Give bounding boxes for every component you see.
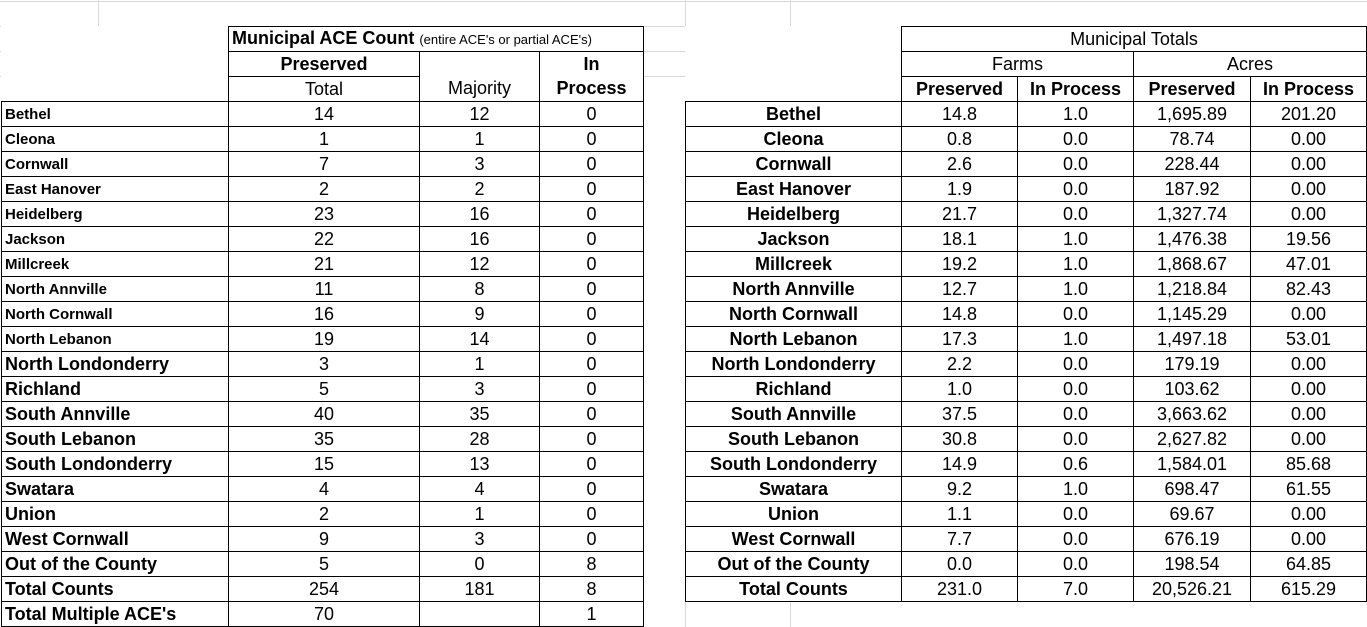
municipality-name: North Londonderry xyxy=(2,352,229,377)
table-row xyxy=(2,277,644,302)
municipality-name: Total Counts xyxy=(2,577,229,602)
acres-preserved: 78.74 xyxy=(1134,127,1251,152)
municipality-name: Cleona xyxy=(2,127,229,152)
municipality-name: South Annville xyxy=(2,402,229,427)
acres-preserved: 69.67 xyxy=(1134,502,1251,527)
in-process-count: 8 xyxy=(540,577,644,602)
majority-count: 12 xyxy=(420,252,540,277)
in-process-count: 0 xyxy=(540,352,644,377)
table-row xyxy=(686,252,1367,277)
municipality-name: Richland xyxy=(686,377,902,402)
acres-in-process: 47.01 xyxy=(1251,252,1367,277)
total-header: Total xyxy=(229,77,420,102)
acres-in-process: 0.00 xyxy=(1251,177,1367,202)
table-row xyxy=(2,577,644,602)
farms-in-process: 0.0 xyxy=(1018,202,1134,227)
majority-count: 0 xyxy=(420,552,540,577)
majority-count: 13 xyxy=(420,452,540,477)
acres-in-process: 0.00 xyxy=(1251,352,1367,377)
total-count: 9 xyxy=(229,527,420,552)
majority-count: 16 xyxy=(420,227,540,252)
municipal-ace-count-table xyxy=(1,26,644,627)
municipality-name: North Cornwall xyxy=(686,302,902,327)
table-row xyxy=(2,552,644,577)
majority-count: 28 xyxy=(420,427,540,452)
municipality-name: West Cornwall xyxy=(2,527,229,552)
municipality-name: Heidelberg xyxy=(686,202,902,227)
total-count: 16 xyxy=(229,302,420,327)
acres-preserved: 1,584.01 xyxy=(1134,452,1251,477)
total-count: 5 xyxy=(229,377,420,402)
in-process-count: 0 xyxy=(540,427,644,452)
right-table-title: Municipal Totals xyxy=(902,27,1367,52)
table-row xyxy=(686,227,1367,252)
farms-in-process: 0.0 xyxy=(1018,352,1134,377)
table-row xyxy=(686,177,1367,202)
table-row xyxy=(2,177,644,202)
municipality-name: East Hanover xyxy=(686,177,902,202)
in-header: In xyxy=(540,52,644,77)
acres-preserved: 179.19 xyxy=(1134,352,1251,377)
municipality-name: Union xyxy=(2,502,229,527)
total-count: 1 xyxy=(229,127,420,152)
in-process-count: 0 xyxy=(540,477,644,502)
table-row xyxy=(686,302,1367,327)
total-count: 11 xyxy=(229,277,420,302)
in-process-count: 0 xyxy=(540,277,644,302)
municipality-name: Total Multiple ACE's xyxy=(2,602,229,627)
majority-count: 12 xyxy=(420,102,540,127)
table-row xyxy=(2,152,644,177)
farms-in-process: 0.0 xyxy=(1018,152,1134,177)
municipality-name: Cornwall xyxy=(686,152,902,177)
municipality-name: East Hanover xyxy=(2,177,229,202)
municipality-name: North Annville xyxy=(2,277,229,302)
table-row xyxy=(686,402,1367,427)
farms-in-process: 1.0 xyxy=(1018,327,1134,352)
in-process-count: 0 xyxy=(540,402,644,427)
in-process-count: 8 xyxy=(540,552,644,577)
acres-in-process: 615.29 xyxy=(1251,577,1367,602)
farms-preserved: 14.8 xyxy=(902,102,1018,127)
acres-preserved: 198.54 xyxy=(1134,552,1251,577)
table-row xyxy=(2,452,644,477)
majority-count: 3 xyxy=(420,527,540,552)
farms-preserved: 19.2 xyxy=(902,252,1018,277)
acres-in-process: 64.85 xyxy=(1251,552,1367,577)
farms-in-process: 0.0 xyxy=(1018,527,1134,552)
total-count: 19 xyxy=(229,327,420,352)
table-row xyxy=(686,477,1367,502)
majority-count: 1 xyxy=(420,127,540,152)
table-row xyxy=(2,302,644,327)
left-table-title xyxy=(229,27,644,52)
total-count: 21 xyxy=(229,252,420,277)
table-row xyxy=(686,527,1367,552)
in-process-count: 0 xyxy=(540,302,644,327)
acres-in-process: 0.00 xyxy=(1251,527,1367,552)
total-count: 15 xyxy=(229,452,420,477)
majority-count: 3 xyxy=(420,152,540,177)
table-row xyxy=(2,127,644,152)
farms-in-process: 1.0 xyxy=(1018,277,1134,302)
farms-preserved: 1.0 xyxy=(902,377,1018,402)
municipality-name: South Lebanon xyxy=(2,427,229,452)
in-process-count: 0 xyxy=(540,202,644,227)
acres-in-process: 0.00 xyxy=(1251,152,1367,177)
majority-count: 14 xyxy=(420,327,540,352)
total-count: 23 xyxy=(229,202,420,227)
left-title-note: (entire ACE's or partial ACE's) xyxy=(419,32,592,47)
table-row xyxy=(2,402,644,427)
farms-preserved: 18.1 xyxy=(902,227,1018,252)
table-row xyxy=(2,352,644,377)
farms-in-process: 0.6 xyxy=(1018,452,1134,477)
farms-preserved: 1.1 xyxy=(902,502,1018,527)
acres-preserved: 20,526.21 xyxy=(1134,577,1251,602)
farms-in-process: 0.0 xyxy=(1018,302,1134,327)
municipality-name: Out of the County xyxy=(2,552,229,577)
farms-in-process: 0.0 xyxy=(1018,502,1134,527)
majority-count: 1 xyxy=(420,502,540,527)
municipality-name: Swatara xyxy=(686,477,902,502)
in-process-count: 0 xyxy=(540,252,644,277)
municipality-name: Jackson xyxy=(2,227,229,252)
farms-preserved: 14.9 xyxy=(902,452,1018,477)
left-title-text: Municipal ACE Count xyxy=(232,28,415,48)
table-row xyxy=(686,452,1367,477)
municipality-name: North Lebanon xyxy=(686,327,902,352)
acres-in-process: 82.43 xyxy=(1251,277,1367,302)
in-process-count: 0 xyxy=(540,127,644,152)
municipality-name: Out of the County xyxy=(686,552,902,577)
table-row xyxy=(2,252,644,277)
table-row xyxy=(2,477,644,502)
majority-count: 9 xyxy=(420,302,540,327)
farms-in-process: 0.0 xyxy=(1018,552,1134,577)
acres-preserved: 1,695.89 xyxy=(1134,102,1251,127)
municipality-name: Swatara xyxy=(2,477,229,502)
in-process-count: 0 xyxy=(540,327,644,352)
farms-preserved: 12.7 xyxy=(902,277,1018,302)
municipality-name: Total Counts xyxy=(686,577,902,602)
acres-preserved: 676.19 xyxy=(1134,527,1251,552)
farms-preserved: 0.0 xyxy=(902,552,1018,577)
municipality-name: Cleona xyxy=(686,127,902,152)
municipality-name: Millcreek xyxy=(686,252,902,277)
farms-in-process: 1.0 xyxy=(1018,252,1134,277)
gridline xyxy=(0,1,1367,2)
farms-preserved: 17.3 xyxy=(902,327,1018,352)
farms-in-process: 0.0 xyxy=(1018,402,1134,427)
farms-in-process-header: In Process xyxy=(1018,77,1134,102)
table-row xyxy=(2,227,644,252)
acres-preserved: 698.47 xyxy=(1134,477,1251,502)
table-row xyxy=(686,277,1367,302)
total-count: 14 xyxy=(229,102,420,127)
in-process-count: 0 xyxy=(540,452,644,477)
farms-preserved: 30.8 xyxy=(902,427,1018,452)
municipality-name: North Cornwall xyxy=(2,302,229,327)
farms-preserved: 21.7 xyxy=(902,202,1018,227)
acres-preserved-header: Preserved xyxy=(1134,77,1251,102)
table-row xyxy=(686,577,1367,602)
total-count: 40 xyxy=(229,402,420,427)
in-process-count: 0 xyxy=(540,152,644,177)
majority-count: 8 xyxy=(420,277,540,302)
majority-header: Majority xyxy=(420,77,540,102)
table-row xyxy=(686,202,1367,227)
majority-count: 16 xyxy=(420,202,540,227)
acres-preserved: 103.62 xyxy=(1134,377,1251,402)
acres-in-process: 0.00 xyxy=(1251,377,1367,402)
municipality-name: South Londonderry xyxy=(686,452,902,477)
in-process-count: 0 xyxy=(540,527,644,552)
municipality-name: West Cornwall xyxy=(686,527,902,552)
municipality-name: Bethel xyxy=(686,102,902,127)
municipality-name: Cornwall xyxy=(2,152,229,177)
farms-in-process: 1.0 xyxy=(1018,102,1134,127)
municipality-name: Millcreek xyxy=(2,252,229,277)
farms-preserved: 14.8 xyxy=(902,302,1018,327)
table-row xyxy=(2,102,644,127)
farms-preserved: 2.6 xyxy=(902,152,1018,177)
table-row xyxy=(2,377,644,402)
municipality-name: South Lebanon xyxy=(686,427,902,452)
acres-preserved: 2,627.82 xyxy=(1134,427,1251,452)
table-row xyxy=(686,552,1367,577)
farms-preserved: 2.2 xyxy=(902,352,1018,377)
in-process-count: 1 xyxy=(540,602,644,627)
total-count: 22 xyxy=(229,227,420,252)
farms-in-process: 1.0 xyxy=(1018,477,1134,502)
table-row xyxy=(686,102,1367,127)
total-count: 4 xyxy=(229,477,420,502)
acres-in-process: 0.00 xyxy=(1251,402,1367,427)
acres-in-process: 0.00 xyxy=(1251,427,1367,452)
process-header: Process xyxy=(540,77,644,102)
table-row xyxy=(2,602,644,627)
acres-preserved: 1,218.84 xyxy=(1134,277,1251,302)
municipal-totals-table xyxy=(685,26,1367,602)
municipality-name: Richland xyxy=(2,377,229,402)
total-count: 254 xyxy=(229,577,420,602)
total-count: 7 xyxy=(229,152,420,177)
farms-preserved: 37.5 xyxy=(902,402,1018,427)
municipality-name: North Londonderry xyxy=(686,352,902,377)
table-row xyxy=(686,152,1367,177)
total-count: 35 xyxy=(229,427,420,452)
municipality-name: Jackson xyxy=(686,227,902,252)
acres-preserved: 3,663.62 xyxy=(1134,402,1251,427)
acres-preserved: 1,327.74 xyxy=(1134,202,1251,227)
table-row xyxy=(2,202,644,227)
acres-in-process: 201.20 xyxy=(1251,102,1367,127)
municipality-name: Heidelberg xyxy=(2,202,229,227)
table-row xyxy=(686,377,1367,402)
majority-count: 181 xyxy=(420,577,540,602)
table-row xyxy=(686,327,1367,352)
farms-in-process: 7.0 xyxy=(1018,577,1134,602)
acres-in-process: 61.55 xyxy=(1251,477,1367,502)
table-row xyxy=(2,327,644,352)
table-row xyxy=(686,502,1367,527)
majority-count xyxy=(420,602,540,627)
farms-preserved: 0.8 xyxy=(902,127,1018,152)
in-process-count: 0 xyxy=(540,502,644,527)
table-row xyxy=(2,502,644,527)
total-count: 2 xyxy=(229,177,420,202)
municipality-name: South Annville xyxy=(686,402,902,427)
total-count: 70 xyxy=(229,602,420,627)
farms-in-process: 0.0 xyxy=(1018,127,1134,152)
acres-preserved: 1,145.29 xyxy=(1134,302,1251,327)
municipality-name: South Londonderry xyxy=(2,452,229,477)
table-row xyxy=(2,427,644,452)
acres-in-process: 53.01 xyxy=(1251,327,1367,352)
majority-count: 1 xyxy=(420,352,540,377)
majority-count: 4 xyxy=(420,477,540,502)
table-row xyxy=(686,427,1367,452)
preserved-header: Preserved xyxy=(229,52,420,77)
acres-in-process: 85.68 xyxy=(1251,452,1367,477)
acres-in-process-header: In Process xyxy=(1251,77,1367,102)
table-row xyxy=(686,127,1367,152)
acres-in-process: 0.00 xyxy=(1251,202,1367,227)
in-process-count: 0 xyxy=(540,227,644,252)
farms-in-process: 0.0 xyxy=(1018,177,1134,202)
acres-preserved: 1,868.67 xyxy=(1134,252,1251,277)
farms-in-process: 0.0 xyxy=(1018,377,1134,402)
acres-preserved: 1,476.38 xyxy=(1134,227,1251,252)
table-row xyxy=(2,527,644,552)
acres-preserved: 1,497.18 xyxy=(1134,327,1251,352)
municipality-name: North Annville xyxy=(686,277,902,302)
acres-in-process: 0.00 xyxy=(1251,502,1367,527)
farms-in-process: 1.0 xyxy=(1018,227,1134,252)
acres-preserved: 187.92 xyxy=(1134,177,1251,202)
majority-count: 2 xyxy=(420,177,540,202)
farms-preserved: 1.9 xyxy=(902,177,1018,202)
acres-in-process: 0.00 xyxy=(1251,127,1367,152)
farms-preserved: 9.2 xyxy=(902,477,1018,502)
farms-header: Farms xyxy=(902,52,1134,77)
municipality-name: North Lebanon xyxy=(2,327,229,352)
in-process-count: 0 xyxy=(540,177,644,202)
municipality-name: Union xyxy=(686,502,902,527)
total-count: 2 xyxy=(229,502,420,527)
total-count: 5 xyxy=(229,552,420,577)
farms-preserved: 7.7 xyxy=(902,527,1018,552)
total-count: 3 xyxy=(229,352,420,377)
table-row xyxy=(686,352,1367,377)
in-process-count: 0 xyxy=(540,102,644,127)
majority-count: 3 xyxy=(420,377,540,402)
farms-preserved-header: Preserved xyxy=(902,77,1018,102)
acres-preserved: 228.44 xyxy=(1134,152,1251,177)
acres-in-process: 0.00 xyxy=(1251,302,1367,327)
farms-in-process: 0.0 xyxy=(1018,427,1134,452)
farms-preserved: 231.0 xyxy=(902,577,1018,602)
in-process-count: 0 xyxy=(540,377,644,402)
acres-in-process: 19.56 xyxy=(1251,227,1367,252)
majority-count: 35 xyxy=(420,402,540,427)
acres-header: Acres xyxy=(1134,52,1367,77)
municipality-name: Bethel xyxy=(2,102,229,127)
